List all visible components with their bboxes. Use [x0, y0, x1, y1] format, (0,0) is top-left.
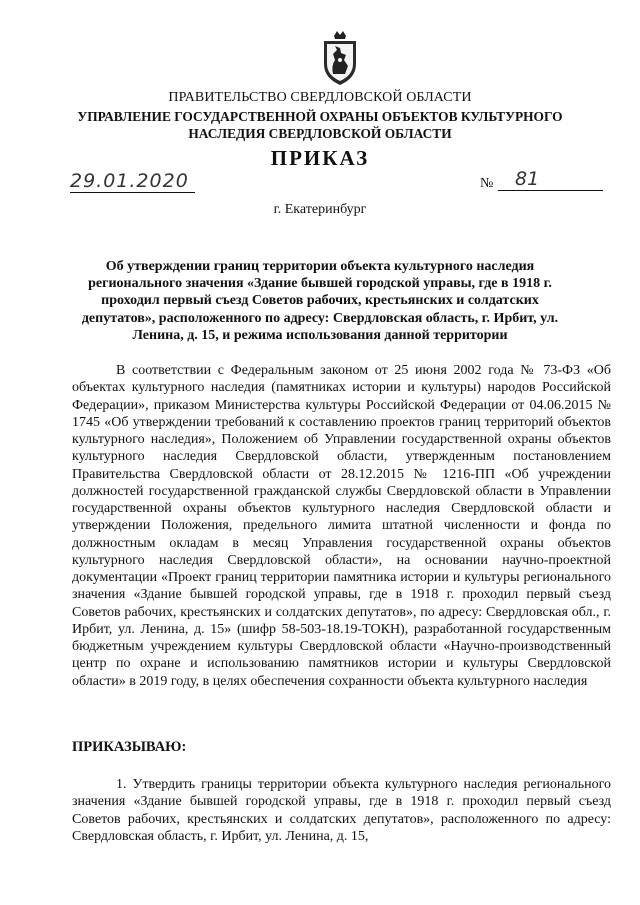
preamble-paragraph: В соответствии с Федеральным законом от 25 июня 2002 года № 73-ФЗ «Об объектах культурного наследия (памятниках истории и культуры) народов Российской Федерации», приказом Министерства культуры Российской Федерации от 04.06.2015 № 1745 «Об утверждении требований к составлению проектов границ территорий объектов культурного наследия», Положением об Управлении государственной охраны объектов культурного наследия Свердловской области, утвержденным постановлением Правительства Свердловской области от 28.12.2015 № 1216-ПП «Об учреждении должностей государственной гражданской службы Свердловской области в Управлении государственной охраны объектов культурного наследия Свердловской области и утверждении Положения, предельного лимита штатной численности и фонда по должностным окладам в месяц Управления государственной охраны объектов культурного наследия Свердловской области», на основании научно-проектной документации «Проект границ территории памятника истории и культуры регионального значения «Здание бывшей городской управы, где в 1918 г. проходил первый съезд Советов рабочих, крестьянских и солдатских депутатов», по адресу: Свердловская обл., г. Ирбит, ул. Ленина, д. 15» (шифр 58-503-18.19-ТОКН), разработанной государственным бюджетным учреждением культуры Свердловской области «Научно-производственный центр по охране и использованию памятников истории и культуры Свердловской области» в 2019 году, в целях обеспечения сохранности объекта культурного наследия [72, 363, 611, 689]
document-subject: Об утверждении границ территории объекта культурного наследия регионального значения «Здание бывшей городской управы, где в 1918 г. проходил первый съезд Советов рабочих, крестьянских и солдатских депутатов», расположенного по адресу: Свердловская область, г. Ирбит, ул. Ленина, д. 15, и режима использования данной территории [81, 259, 559, 343]
document-type-title: ПРИКАЗ [270, 146, 370, 170]
department-name: УПРАВЛЕНИЕ ГОСУДАРСТВЕННОЙ ОХРАНЫ ОБЪЕКТОВ КУЛЬТУРНОГО НАСЛЕДИЯ СВЕРДЛОВСКОЙ ОБЛАСТИ [77, 109, 563, 141]
number-underline [498, 170, 603, 191]
document-number: 81 [515, 168, 540, 190]
document-date: 29.01.2020 [70, 170, 195, 193]
order-heading: ПРИКАЗЫВАЮ: [72, 739, 187, 755]
government-name: ПРАВИТЕЛЬСТВО СВЕРДЛОВСКОЙ ОБЛАСТИ [168, 90, 472, 105]
coat-of-arms-emblem [319, 30, 361, 86]
document-city: г. Екатеринбург [273, 202, 367, 217]
number-label: № [480, 176, 494, 191]
date-number-row [70, 170, 610, 196]
order-item-1: 1. Утвердить границы территории объекта культурного наследия регионального значения «Здание бывшей городской управы, где в 1918 г. проходил первый съезд Советов рабочих, крестьянских и солдатских депутатов», расположенного по адресу: Свердловская область, г. Ирбит, ул. Ленина, д. 15, [72, 777, 611, 844]
